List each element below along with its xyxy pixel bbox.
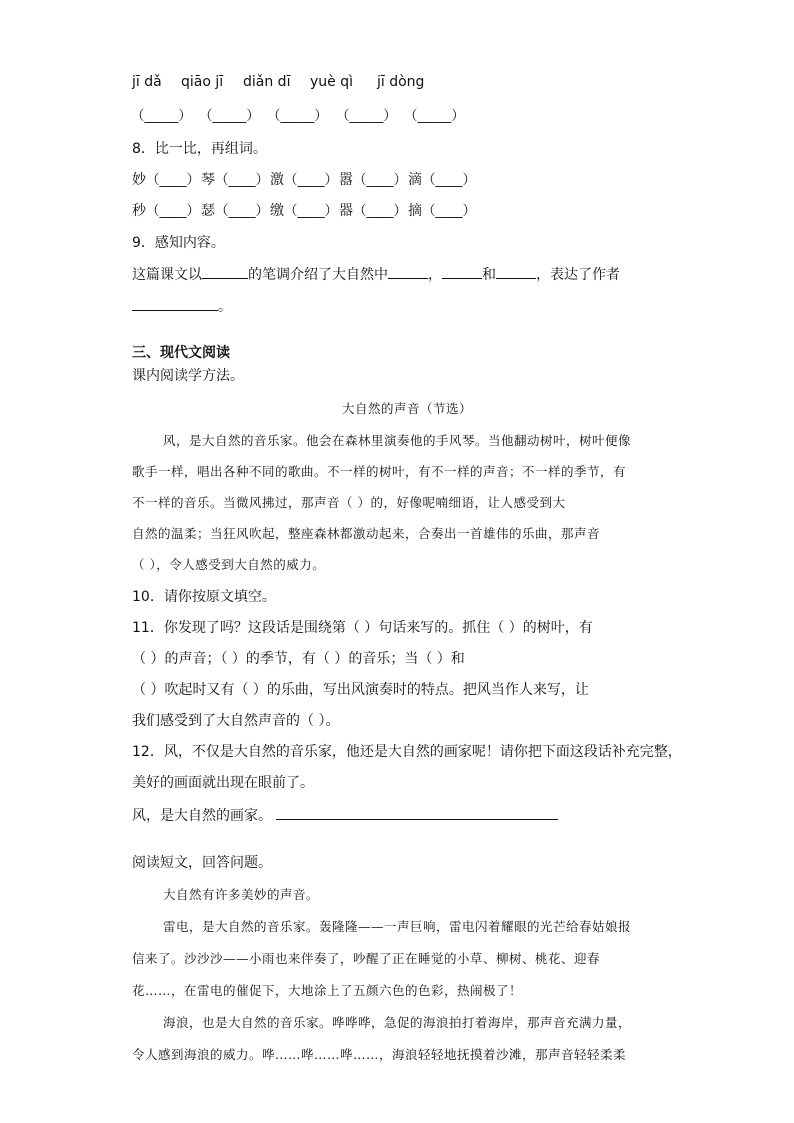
q9-blank[interactable] bbox=[442, 264, 482, 279]
q9-end: 。 bbox=[218, 299, 232, 315]
q9-blank[interactable] bbox=[202, 264, 248, 279]
q12-line: 12．风，不仅是大自然的音乐家，他还是大自然的画家呢！请你把下面这段话补充完整， bbox=[132, 744, 682, 760]
q8-char: 妙 bbox=[132, 172, 146, 188]
q8-blank[interactable]: （____） bbox=[284, 172, 338, 188]
q9-blank[interactable] bbox=[496, 264, 536, 279]
section-title: 三、现代文阅读 bbox=[132, 345, 230, 361]
passage-line: 歌手一样，唱出各种不同的歌曲。不一样的树叶，有不一样的声音；不一样的季节，有 bbox=[132, 464, 627, 479]
q8-blank[interactable]: （____） bbox=[146, 203, 200, 219]
q12-fill-text: 风，是大自然的画家。 bbox=[132, 808, 272, 824]
q8-blank[interactable]: （____） bbox=[215, 172, 269, 188]
pinyin-answer-blank[interactable]: （_____） bbox=[404, 108, 465, 124]
passage-line: 风，是大自然的音乐家。他会在森林里演奏他的手风琴。当他翻动树叶，树叶便像 bbox=[163, 433, 632, 448]
reading-intro: 阅读短文，回答问题。 bbox=[132, 855, 272, 871]
q9-line-1 bbox=[132, 264, 620, 285]
pinyin-answer-blank[interactable]: （_____） bbox=[267, 108, 328, 124]
pinyin-answer-blank[interactable]: （_____） bbox=[336, 108, 397, 124]
reading-line: 令人感到海浪的威力。哗……哗……哗……，海浪轻轻地抚摸着沙滩，那声音轻轻柔柔 bbox=[132, 1047, 627, 1062]
q12-line: 美好的画面就出现在眼前了。 bbox=[132, 775, 314, 791]
section-subtitle: 课内阅读学方法。 bbox=[132, 368, 244, 384]
reading-line: 信来了。沙沙沙——小雨也来伴奏了，吵醒了正在睡觉的小草、柳树、桃花、迎春 bbox=[132, 951, 601, 966]
q9-title: 9．感知内容。 bbox=[132, 235, 225, 251]
passage-line: 自然的温柔；当狂风吹起，整座森林都激动起来，合奏出一首雄伟的乐曲，那声音 bbox=[132, 526, 601, 541]
q8-char: 秒 bbox=[132, 203, 146, 219]
pinyin-answer-blank[interactable]: （_____） bbox=[199, 108, 260, 124]
reading-line: 大自然有许多美妙的声音。 bbox=[163, 887, 320, 902]
q9-blank[interactable] bbox=[132, 296, 218, 311]
q9-text: ， bbox=[428, 267, 442, 283]
pinyin-2: qiāo jī bbox=[181, 74, 224, 90]
q11-line: 11．你发现了吗？这段话是围绕第（ ）句话来写的。抓住（ ）的树叶，有 bbox=[132, 620, 593, 636]
reading-line: 雷电，是大自然的音乐家。轰隆隆——一声巨响，雷电闪着耀眼的光芒给春姑娘报 bbox=[163, 919, 632, 934]
reading-line: 花……，在雷电的催促下，大地涂上了五颜六色的色彩，热闹极了！ bbox=[132, 983, 523, 998]
q9-blank[interactable] bbox=[388, 264, 428, 279]
q8-blank[interactable]: （____） bbox=[146, 172, 200, 188]
passage-line: 不一样的音乐。当微风拂过，那声音（ ）的，好像呢喃细语，让人感受到大 bbox=[132, 495, 566, 510]
q8-char: 激 bbox=[270, 172, 284, 188]
q8-blank[interactable]: （____） bbox=[353, 203, 407, 219]
q8-blank[interactable]: （____） bbox=[422, 172, 476, 188]
pinyin-1: jī dǎ bbox=[132, 74, 162, 90]
q8-blank[interactable]: （____） bbox=[284, 203, 338, 219]
q9-text: 的笔调介绍了大自然中 bbox=[248, 267, 388, 283]
q8-blank[interactable]: （____） bbox=[353, 172, 407, 188]
q11-line: 我们感受到了大自然声音的（ ）。 bbox=[132, 713, 340, 729]
q9-line-2 bbox=[132, 296, 232, 317]
q10-title: 10．请你按原文填空。 bbox=[132, 589, 276, 605]
passage-title: 大自然的声音（节选） bbox=[342, 401, 473, 416]
q8-title: 8．比一比，再组词。 bbox=[132, 141, 267, 157]
pinyin-5: jī dòng bbox=[377, 74, 425, 90]
q11-line: （ ）吹起时又有（ ）的乐曲，写出风演奏时的特点。把风当作人来写，让 bbox=[132, 682, 589, 698]
pinyin-answer-blank[interactable]: （_____） bbox=[131, 108, 192, 124]
q9-text: ，表达了作者 bbox=[536, 267, 620, 283]
pinyin-4: yuè qì bbox=[310, 74, 353, 90]
pinyin-3: diǎn dī bbox=[243, 74, 291, 90]
q8-char: 琴 bbox=[201, 172, 215, 188]
q8-char: 滴 bbox=[408, 172, 422, 188]
q8-char: 缴 bbox=[270, 203, 284, 219]
q8-char: 器 bbox=[339, 203, 353, 219]
q8-char: 嚣 bbox=[339, 172, 353, 188]
q9-text: 这篇课文以 bbox=[132, 267, 202, 283]
reading-line: 海浪，也是大自然的音乐家。哗哗哗，急促的海浪拍打着海岸，那声音充满力量， bbox=[163, 1015, 632, 1030]
q8-char: 瑟 bbox=[201, 203, 215, 219]
q11-line: （ ）的声音；（ ）的季节，有（ ）的音乐；当（ ）和 bbox=[132, 651, 465, 667]
q9-text: 和 bbox=[482, 267, 496, 283]
q8-char: 摘 bbox=[408, 203, 422, 219]
q12-fill-line bbox=[132, 805, 558, 826]
q8-blank[interactable]: （____） bbox=[422, 203, 476, 219]
q12-blank[interactable] bbox=[276, 805, 558, 820]
passage-line: （ ），令人感受到大自然的威力。 bbox=[132, 557, 326, 572]
q8-blank[interactable]: （____） bbox=[215, 203, 269, 219]
